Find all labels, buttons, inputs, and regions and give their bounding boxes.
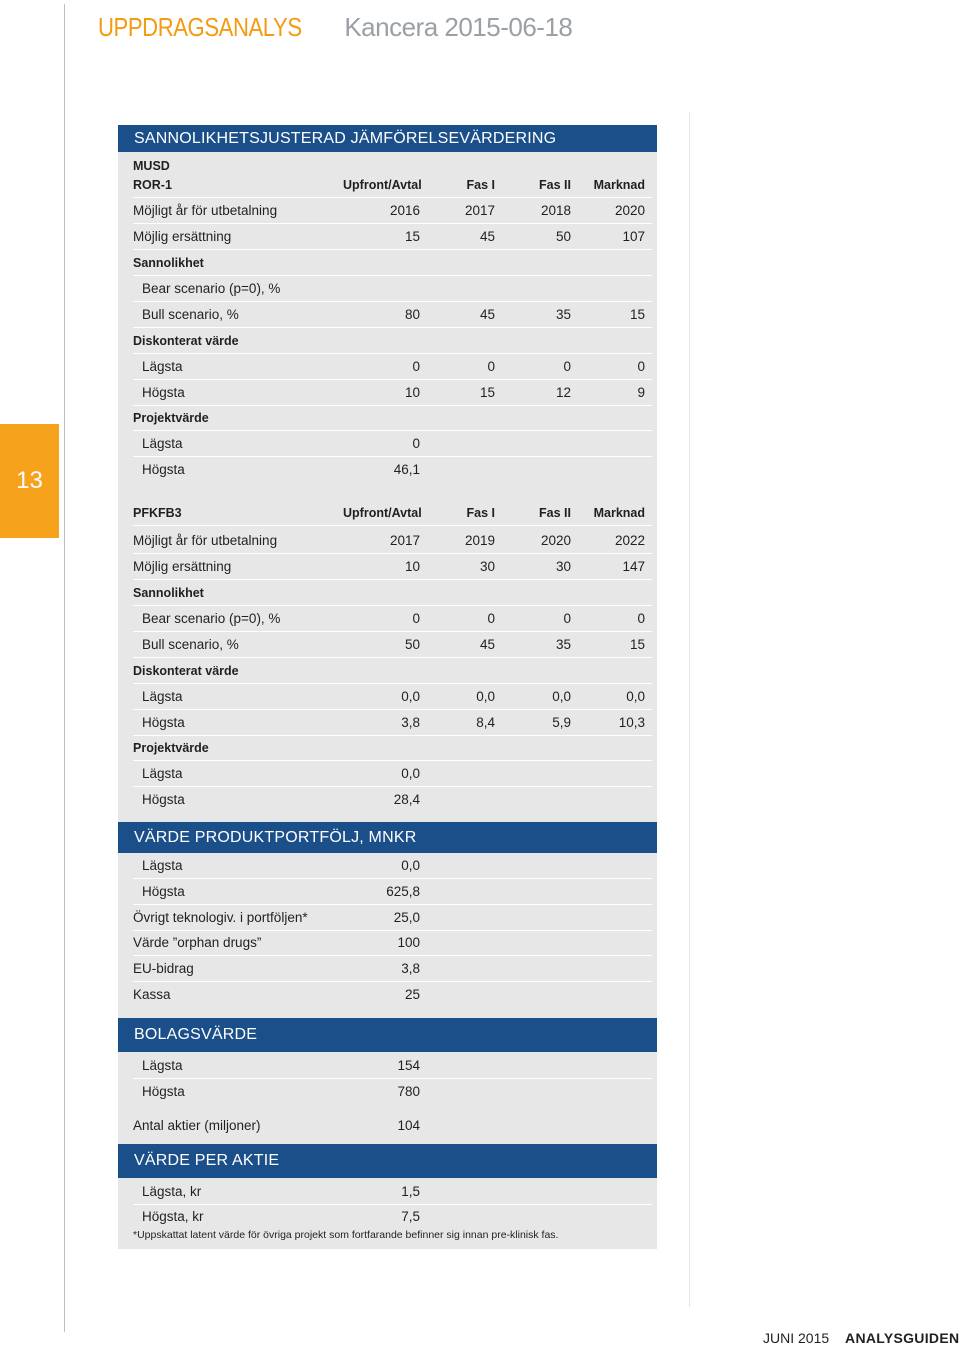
table-row (133, 302, 652, 328)
row-cell: 45 (479, 637, 495, 652)
row-cell: 0,0 (401, 858, 420, 873)
row-label: Möjligt år för utbetalning (133, 203, 278, 218)
row-cell: 30 (555, 559, 571, 574)
table-row (133, 354, 652, 380)
company-section-bar (118, 1018, 657, 1052)
table-row (133, 606, 652, 632)
row-label: MUSD (133, 158, 170, 173)
table-row (133, 735, 652, 761)
row-cell: 3,8 (401, 715, 420, 730)
portfolio-section-title: VÄRDE PRODUKTPORTFÖLJ, MNKR (134, 828, 417, 846)
table-row (133, 380, 652, 406)
row-label: Högsta (142, 385, 185, 400)
portfolio-row (133, 879, 652, 905)
row-cell: 154 (397, 1058, 420, 1073)
row-cell: 35 (555, 637, 571, 652)
row-cell: 5,9 (552, 715, 571, 730)
row-label: Lägsta (142, 436, 183, 451)
row-cell: 100 (397, 935, 420, 950)
row-label: EU-bidrag (133, 961, 194, 976)
row-cell: Marknad (593, 177, 645, 192)
row-cell: 2020 (540, 533, 571, 548)
row-cell: 45 (479, 307, 495, 322)
table-row (133, 431, 652, 457)
row-cell: 0 (637, 611, 645, 626)
row-cell: 0 (412, 436, 420, 451)
row-cell: 107 (622, 229, 645, 244)
row-cell: Upfront/Avtal (343, 505, 422, 520)
row-cell: 1,5 (401, 1184, 420, 1199)
row-cell: 0 (412, 359, 420, 374)
row-cell: 0,0 (626, 689, 645, 704)
company-value-row (133, 1053, 652, 1079)
row-cell: 10,3 (618, 715, 645, 730)
row-cell: 2017 (389, 533, 420, 548)
table-row (133, 198, 652, 224)
row-label: Möjligt år för utbetalning (133, 533, 278, 548)
row-cell: 780 (397, 1084, 420, 1099)
row-label: Lägsta (142, 858, 183, 873)
table-row (133, 224, 652, 250)
footer-date: JUNI 2015 (763, 1330, 830, 1346)
row-label: Bear scenario (p=0), % (142, 611, 281, 626)
row-label: Övrigt teknologiv. i portföljen* (133, 910, 308, 925)
table-row (133, 684, 652, 710)
row-cell: 0 (563, 611, 571, 626)
per-share-section-bar (118, 1144, 657, 1178)
row-label: Projektvärde (133, 410, 209, 425)
per-share-row (133, 1179, 652, 1205)
row-cell: 15 (479, 385, 495, 400)
row-label: PFKFB3 (133, 505, 182, 520)
table-row (133, 457, 652, 482)
row-cell: 35 (555, 307, 571, 322)
row-cell: 2020 (614, 203, 645, 218)
company-value-row (133, 1079, 652, 1104)
row-label: Värde ”orphan drugs” (133, 935, 262, 950)
row-cell: 25 (404, 987, 420, 1002)
row-cell: 30 (479, 559, 495, 574)
row-cell: 625,8 (386, 884, 420, 899)
table-row (133, 658, 652, 684)
table-row (133, 761, 652, 787)
row-label: Högsta (142, 884, 185, 899)
row-cell: 0,0 (552, 689, 571, 704)
row-cell: 8,4 (476, 715, 495, 730)
row-cell: 10 (404, 559, 420, 574)
row-label: Högsta (142, 792, 185, 807)
row-cell: 2018 (540, 203, 571, 218)
row-label: Lägsta, kr (142, 1184, 202, 1199)
row-label: Bull scenario, % (142, 637, 239, 652)
per-share-row (133, 1204, 652, 1229)
row-cell: 7,5 (401, 1209, 420, 1224)
main-section-title: SANNOLIKHETSJUSTERAD JÄMFÖRELSEVÄRDERING (134, 129, 557, 147)
row-cell: 28,4 (393, 792, 420, 807)
row-label: Bull scenario, % (142, 307, 239, 322)
row-label: Lägsta (142, 1058, 183, 1073)
table-row (133, 172, 652, 198)
row-label: Högsta (142, 715, 185, 730)
portfolio-row (133, 956, 652, 982)
row-cell: Fas II (539, 505, 571, 520)
footnote: *Uppskattat latent värde för övriga projekt som fortfarande befinner sig innan pre-klinisk fas. (133, 1229, 559, 1241)
row-cell: 15 (404, 229, 420, 244)
table-row (133, 710, 652, 736)
header-title: UPPDRAGSANALYS (98, 12, 302, 42)
row-label: ROR-1 (133, 177, 172, 192)
portfolio-section-bar (118, 822, 657, 853)
row-label: Sannolikhet (133, 255, 204, 270)
page-header (98, 12, 572, 46)
table-row (133, 328, 652, 354)
table-row (133, 580, 652, 606)
row-cell: 12 (555, 385, 571, 400)
row-label: Sannolikhet (133, 585, 204, 600)
row-cell: 0 (487, 611, 495, 626)
row-cell: 15 (629, 637, 645, 652)
row-cell: 50 (404, 637, 420, 652)
page-number-tab (0, 424, 59, 538)
footer-brand: ANALYSGUIDEN (845, 1330, 960, 1346)
row-cell: Fas I (466, 505, 495, 520)
header-subtitle: Kancera 2015-06-18 (344, 12, 573, 42)
row-cell: Marknad (593, 505, 645, 520)
row-cell: 10 (404, 385, 420, 400)
table-row (133, 528, 652, 554)
main-section-bar (118, 125, 657, 152)
row-cell: Upfront/Avtal (343, 177, 422, 192)
row-label: Högsta, kr (142, 1209, 204, 1224)
table-row (133, 250, 652, 276)
left-margin-rule (64, 4, 65, 1332)
row-cell: 3,8 (401, 961, 420, 976)
row-label: Möjlig ersättning (133, 559, 232, 574)
row-cell: 0,0 (401, 689, 420, 704)
per-share-section-title: VÄRDE PER AKTIE (134, 1152, 280, 1169)
row-label: Högsta (142, 1084, 185, 1099)
row-label: Kassa (133, 987, 171, 1002)
portfolio-row (133, 853, 652, 879)
table-row (133, 787, 652, 812)
company-value-row (133, 1113, 652, 1138)
row-label: Lägsta (142, 766, 183, 781)
row-cell: 15 (629, 307, 645, 322)
row-cell: 0 (487, 359, 495, 374)
portfolio-row (133, 930, 652, 956)
row-cell: 2019 (464, 533, 495, 548)
table-row (133, 554, 652, 580)
row-label: Bear scenario (p=0), % (142, 281, 281, 296)
page-footer (763, 1330, 959, 1346)
table-row (133, 500, 652, 526)
row-label: Diskonterat värde (133, 333, 239, 348)
row-cell: 25,0 (393, 910, 420, 925)
page-number: 13 (16, 467, 43, 494)
row-cell: 50 (555, 229, 571, 244)
row-cell: 2022 (614, 533, 645, 548)
row-cell: Fas I (466, 177, 495, 192)
portfolio-row (133, 982, 652, 1007)
row-cell: 2017 (464, 203, 495, 218)
table-row (133, 632, 652, 658)
row-cell: 46,1 (393, 462, 420, 477)
row-label: Lägsta (142, 359, 183, 374)
row-cell: 45 (479, 229, 495, 244)
table-row (133, 405, 652, 431)
row-label: Antal aktier (miljoner) (133, 1118, 261, 1133)
company-section-title: BOLAGSVÄRDE (134, 1026, 258, 1043)
row-cell: 2016 (389, 203, 420, 218)
row-label: Möjlig ersättning (133, 229, 232, 244)
row-cell: 104 (397, 1118, 420, 1133)
row-cell: 9 (637, 385, 645, 400)
row-cell: 0 (412, 611, 420, 626)
row-cell: 147 (622, 559, 645, 574)
row-cell: 0,0 (401, 766, 420, 781)
row-label: Lägsta (142, 689, 183, 704)
row-label: Högsta (142, 462, 185, 477)
right-margin-rule (689, 112, 690, 1307)
table-row (133, 276, 652, 302)
portfolio-row (133, 905, 652, 931)
row-cell: Fas II (539, 177, 571, 192)
row-cell: 0 (563, 359, 571, 374)
row-label: Projektvärde (133, 740, 209, 755)
row-label: Diskonterat värde (133, 663, 239, 678)
row-cell: 80 (404, 307, 420, 322)
row-cell: 0 (637, 359, 645, 374)
row-cell: 0,0 (476, 689, 495, 704)
